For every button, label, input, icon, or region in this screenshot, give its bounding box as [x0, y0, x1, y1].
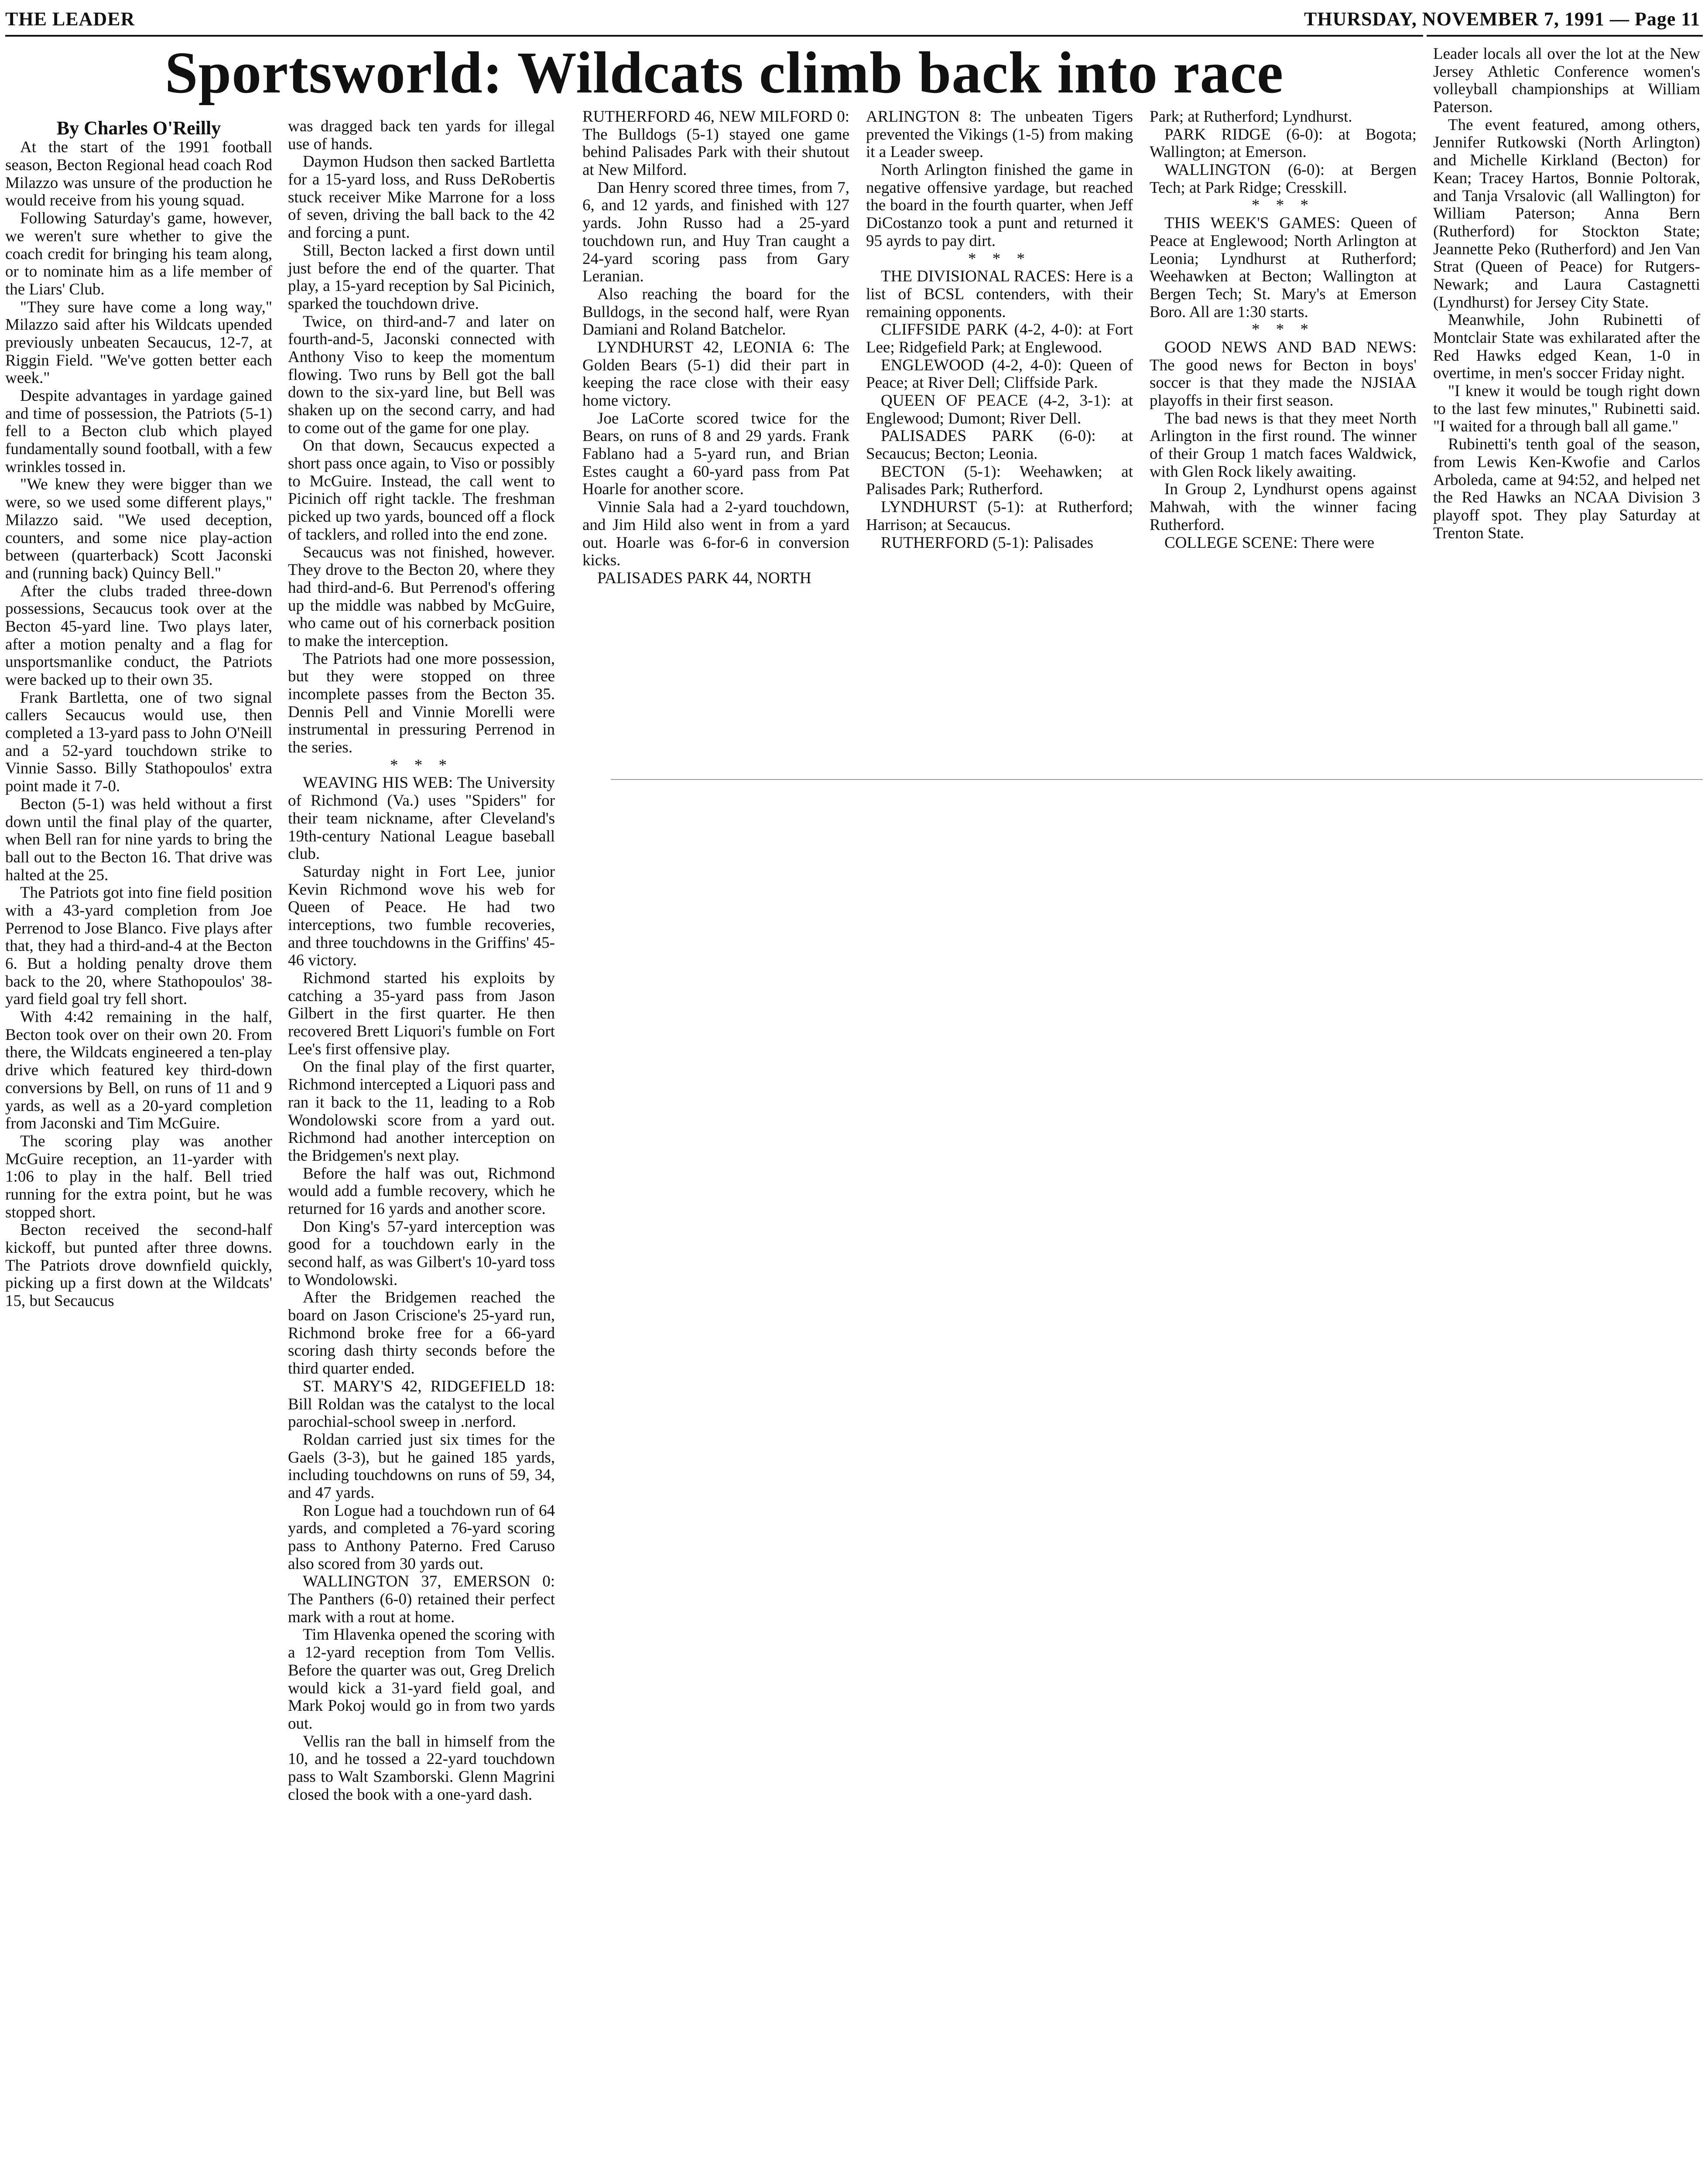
paragraph: The scoring play was another McGuire reception, an 11-yarder with 1:06 to play in the half. Bell tried running for the extra point, but he was stopped short.: [5, 1132, 272, 1221]
paragraph: ST. MARY'S 42, RIDGEFIELD 18: Bill Roldan was the catalyst to the local parochial-school sweep in .nerford.: [288, 1377, 555, 1431]
section-separator: * * *: [390, 756, 453, 774]
paragraph: Vinnie Sala had a 2-yard touchdown, and Jim Hild also went in from a yard out. Hoarle was 6-for-6 in conversion kicks.: [582, 498, 849, 570]
paragraph: Leader locals all over the lot at the New Jersey Athletic Conference women's volleyball championships at William Paterson.: [1433, 45, 1700, 116]
paragraph: LYNDHURST (5-1): at Rutherford; Harrison; at Secaucus.: [866, 498, 1133, 534]
paragraph: was dragged back ten yards for illegal use of hands.: [288, 117, 555, 153]
paragraph: On the final play of the first quarter, Richmond intercepted a Liquori pass and ran it back to the 11, leading to a Rob Wondolowski score from a yard out. Richmond had another interception on the Bridgemen's next play.: [288, 1058, 555, 1165]
paragraph: Frank Bartletta, one of two signal callers Secaucus would use, then completed a 13-yard pass to John O'Neill and a 52-yard touchdown strike to Vinnie Sasso. Billy Stathopoulos' extra point made it 7-0.: [5, 688, 272, 796]
paragraph: Vellis ran the ball in himself from the 10, and he tossed a 22-yard touchdown pass to Walt Szamborski. Glenn Magrini closed the book with a one-yard dash.: [288, 1732, 555, 1804]
paragraph: Daymon Hudson then sacked Bartletta for a 15-yard loss, and Russ DeRobertis stuck receiver Mike Marrone for a loss of seven, driving the ball back to the 42 and forcing a punt.: [288, 153, 555, 242]
paragraph: PALISADES PARK 44, NORTH: [597, 569, 811, 587]
column-body: [582, 108, 849, 588]
article-column-3: [582, 108, 849, 588]
paragraph: PARK RIDGE (6-0): at Bogota; Wallington; at Emerson.: [1150, 125, 1417, 161]
paragraph: BECTON (5-1): Weehawken; at Palisades Park; Rutherford.: [866, 462, 1133, 499]
column-body: [5, 139, 272, 1310]
section-separator: * * *: [1252, 321, 1314, 339]
column-body: [1150, 108, 1417, 552]
column-body: [1433, 45, 1700, 542]
paragraph: WEAVING HIS WEB: The University of Richmond (Va.) uses "Spiders" for their team nickname, after Cleveland's 19th-century National League baseball club.: [288, 774, 555, 863]
paragraph: Also reaching the board for the Bulldogs, in the second half, were Ryan Damiani and Roland Batchelor.: [582, 285, 849, 339]
paragraph: Joe LaCorte scored twice for the Bears, on runs of 8 and 29 yards. Frank Fablano had a 5-yard run, and Brian Estes caught a 60-yard pass from Pat Hoarle for another score.: [582, 409, 849, 499]
article-column-2: [288, 118, 555, 1804]
paragraph: Rubinetti's tenth goal of the season, from Lewis Ken-Kwofie and Carlos Arboleda, came at 94:52, and helped net the Red Hawks an NCAA Division 3 playoff spot. They play Saturday at Trenton State.: [1433, 435, 1700, 542]
paragraph: THIS WEEK'S GAMES: Queen of Peace at Englewood; North Arlington at Leonia; Lyndhurst at Rutherford; Weehawken at Becton; Wallington at Bergen Tech; St. Mary's at Emerson Boro. All are 1:30 starts.: [1150, 214, 1417, 321]
paragraph: Before the half was out, Richmond would add a fumble recovery, which he returned for 16 yards and another score.: [288, 1164, 555, 1218]
masthead-rule-right: [1427, 35, 1703, 37]
paragraph: "We knew they were bigger than we were, so we used some different plays," Milazzo said. "We used deception, counters, and some nice play-action between (quarterback) Scott Jaconski and (running back) Quincy Bell.": [5, 475, 272, 582]
paragraph: Dan Henry scored three times, from 7, 6, and 12 yards, and finished with 127 yards. John Russo had a 25-yard touchdown run, and Huy Tran caught a 24-yard scoring pass from Gary Leranian.: [582, 178, 849, 286]
paragraph: Roldan carried just six times for the Gaels (3-3), but he gained 185 yards, including touchdowns on runs of 59, 34, and 47 yards.: [288, 1430, 555, 1502]
headline: Sportsworld: Wildcats climb back into race: [164, 40, 1284, 106]
paragraph: Tim Hlavenka opened the scoring with a 12-yard reception from Tom Vellis. Before the quarter was out, Greg Drelich would kick a 31-yard field goal, and Mark Pokoj would go in from two yards out.: [288, 1626, 555, 1733]
paragraph: In Group 2, Lyndhurst opens against Mahwah, with the winner facing Rutherford.: [1150, 480, 1417, 534]
section-separator: * * *: [1252, 196, 1314, 215]
paragraph: Still, Becton lacked a first down until just before the end of the quarter. That play, a 15-yard reception by Sal Picinich, sparked the touchdown drive.: [288, 241, 555, 313]
article-column-1: [5, 118, 272, 1310]
paragraph: PALISADES PARK (6-0): at Secaucus; Becton; Leonia.: [866, 427, 1133, 463]
paragraph: Following Saturday's game, however, we weren't sure whether to give the coach credit for bringing his team along, or to nominate him as a life member of the Liars' Club.: [5, 209, 272, 298]
paragraph: WALLINGTON 37, EMERSON 0: The Panthers (6-0) retained their perfect mark with a rout at home.: [288, 1573, 555, 1626]
paragraph: With 4:42 remaining in the half, Becton took over on their own 20. From there, the Wildcats engineered a ten-play drive which featured key third-down conversions by Bell, on runs of 11 and 9 yards, as well as a 20-yard completion from Jaconski and Tim McGuire.: [5, 1008, 272, 1133]
paragraph: COLLEGE SCENE: There were: [1164, 533, 1375, 552]
paragraph: GOOD NEWS AND BAD NEWS: The good news for Becton in boys' soccer is that they made the NJSIAA playoffs in their first season.: [1150, 338, 1417, 410]
masthead-rule: [5, 35, 1423, 37]
paragraph: The Patriots had one more possession, but they were stopped on three incomplete passes from the Becton 35. Dennis Pell and Vinnie Morelli were instrumental in pressuring Perrenod in the series.: [288, 650, 555, 757]
paragraph: Don King's 57-yard interception was good for a touchdown early in the second half, as was Gilbert's 10-yard toss to Wondolowski.: [288, 1217, 555, 1289]
paragraph: RUTHERFORD 46, NEW MILFORD 0: The Bulldogs (5-1) stayed one game behind Palisades Park with their shutout at New Milford.: [582, 108, 849, 179]
paragraph: North Arlington finished the game in negative offensive yardage, but reached the board in the fourth quarter, when Jeff DiCostanzo took a punt and returned it 95 ayrds to pay dirt.: [866, 161, 1133, 250]
paragraph: Meanwhile, John Rubinetti of Montclair State was exhilarated after the Red Hawks edged Kean, 1-0 in overtime, in men's soccer Friday night.: [1433, 311, 1700, 383]
paragraph: After the Bridgemen reached the board on Jason Criscione's 25-yard run, Richmond broke free for a 66-yard scoring dash thirty seconds before the third quarter ended.: [288, 1289, 555, 1378]
paragraph: ENGLEWOOD (4-2, 4-0): Queen of Peace; at River Dell; Cliffside Park.: [866, 356, 1133, 392]
section-separator: * * *: [968, 250, 1031, 268]
paragraph: "I knew it would be tough right down to the last few minutes," Rubinetti said. "I waited for a through ball all game.": [1433, 382, 1700, 436]
article-column-5: [1150, 108, 1417, 552]
paragraph: Richmond started his exploits by catching a 35-yard pass from Jason Gilbert in the first quarter. He then recovered Brett Liquori's fumble on Fort Lee's first offensive play.: [288, 969, 555, 1058]
paragraph: At the start of the 1991 football season, Becton Regional head coach Rod Milazzo was unsure of the production he would receive from his young squad.: [5, 138, 272, 210]
article-column-4: [866, 108, 1133, 552]
column-body: [866, 108, 1133, 552]
paragraph: ARLINGTON 8: The unbeaten Tigers prevented the Vikings (1-5) from making it a Leader sweep.: [866, 108, 1133, 161]
masthead-paper-name: THE LEADER: [5, 8, 135, 30]
paragraph: After the clubs traded three-down possessions, Secaucus took over at the Becton 45-yard line. Two plays later, after a motion penalty and a flag for unsportsmanlike conduct, the Patriots were backed up to their own 35.: [5, 582, 272, 689]
paragraph: Despite advantages in yardage gained and time of possession, the Patriots (5-1) fell to a Becton club which played fundamentally sound football, with a few wrinkles tossed in.: [5, 387, 272, 476]
paragraph: Park; at Rutherford; Lyndhurst.: [1150, 108, 1352, 126]
paragraph: The event featured, among others, Jennifer Rutkowski (North Arlington) and Michelle Kirkland (Becton) for Kean; Tracey Hartos, Bonnie Poltorak, and Tanja Vrsalovic (all Wallington) for William Paterson; Anna Bern (Rutherford) for Stockton State; Jeannette Peko (Rutherford) and Jen Van Strat (Queen of Peace) for Rutgers-Newark; and Laura Castagnetti (Lyndhurst) for Jersey City State.: [1433, 116, 1700, 311]
paragraph: QUEEN OF PEACE (4-2, 3-1): at Englewood; Dumont; River Dell.: [866, 392, 1133, 427]
paragraph: "They sure have come a long way," Milazzo said after his Wildcats upended previously unbeaten Secaucus, 12-7, at Riggin Field. "We've gotten better each week.": [5, 298, 272, 387]
paragraph: Saturday night in Fort Lee, junior Kevin Richmond wove his web for Queen of Peace. He had two interceptions, two fumble recoveries, and three touchdowns in the Griffins' 45-46 victory.: [288, 862, 555, 970]
column-body: [288, 118, 555, 1804]
paragraph: WALLINGTON (6-0): at Bergen Tech; at Park Ridge; Cresskill.: [1150, 161, 1417, 197]
bottom-rule: [611, 779, 1703, 780]
byline: By Charles O'Reilly: [56, 117, 221, 139]
masthead-date-page: THURSDAY, NOVEMBER 7, 1991 — Page 11: [1304, 8, 1700, 30]
paragraph: The Patriots got into fine field position with a 43-yard completion from Joe Perrenod to Jose Blanco. Five plays after that, they had a third-and-4 at the Becton 6. But a holding penalty drove them back to the 20, where Stathopoulos' 38-yard field goal try fell short.: [5, 884, 272, 1008]
paragraph: THE DIVISIONAL RACES: Here is a list of BCSL contenders, with their remaining opponents.: [866, 267, 1133, 321]
paragraph: Becton received the second-half kickoff, but punted after three downs. The Patriots drove downfield quickly, picking up a first down at the Wildcats' 15, but Secaucus: [5, 1221, 272, 1310]
paragraph: LYNDHURST 42, LEONIA 6: The Golden Bears (5-1) did their part in keeping the race close with their easy home victory.: [582, 338, 849, 410]
paragraph: Twice, on third-and-7 and later on fourth-and-5, Jaconski connected with Anthony Viso to keep the momentum flowing. Two runs by Bell got the ball down to the six-yard line, but Bell was shaken up on the second carry, and had to come out of the game for one play.: [288, 312, 555, 437]
paragraph: Secaucus was not finished, however. They drove to the Becton 20, where they had third-and-6. But Perrenod's offering up the middle was nabbed by McGuire, who came out of his cornerback position to make the interception.: [288, 543, 555, 650]
paragraph: The bad news is that they meet North Arlington in the first round. The winner of their Group 1 match faces Waldwick, with Glen Rock likely awaiting.: [1150, 409, 1417, 481]
paragraph: Becton (5-1) was held without a first down until the final play of the quarter, when Bell ran for nine yards to bring the ball out to the Becton 16. That drive was halted at the 25.: [5, 795, 272, 884]
paragraph: Ron Logue had a touchdown run of 64 yards, and completed a 76-yard scoring pass to Anthony Paterno. Fred Caruso also scored from 30 yards out.: [288, 1501, 555, 1573]
paragraph: CLIFFSIDE PARK (4-2, 4-0): at Fort Lee; Ridgefield Park; at Englewood.: [866, 321, 1133, 356]
paragraph: On that down, Secaucus expected a short pass once again, to Viso or possibly to McGuire. Instead, the call went to Picinich off right tackle. The freshman picked up two yards, bounced off a flock of tacklers, and rolled into the end zone.: [288, 437, 555, 544]
paragraph: RUTHERFORD (5-1): Palisades: [881, 533, 1094, 552]
article-column-6: [1433, 45, 1700, 542]
